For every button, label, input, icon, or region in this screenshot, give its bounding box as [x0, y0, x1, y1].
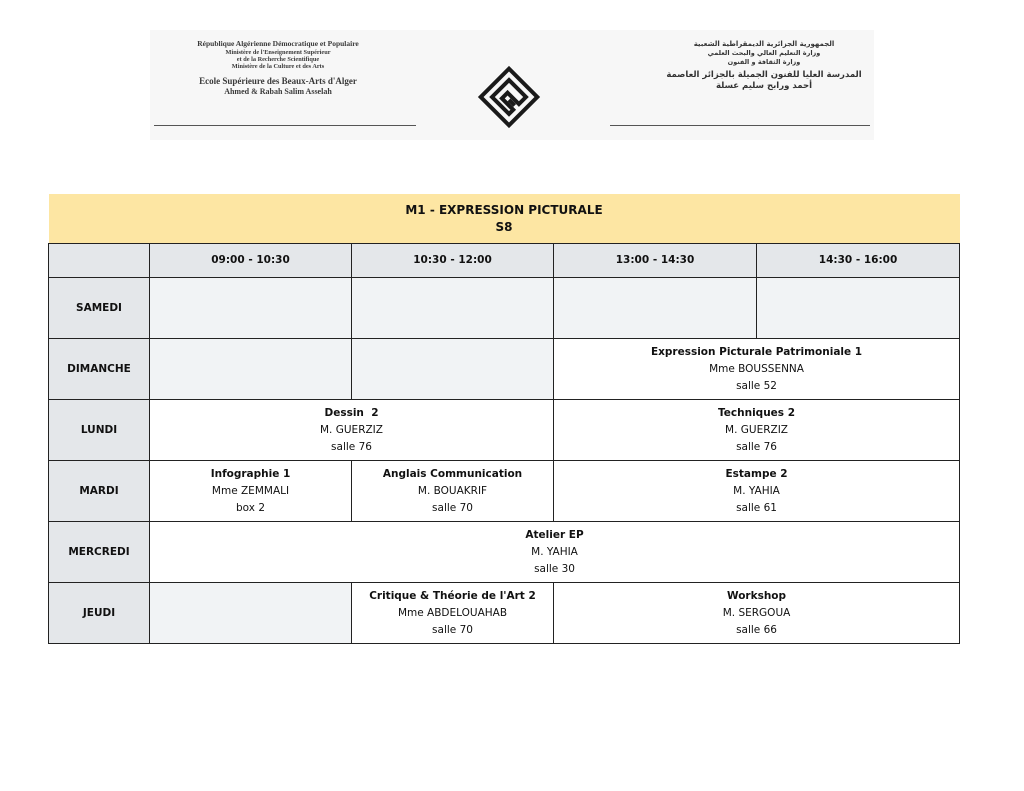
- course-room: box 2: [236, 501, 265, 514]
- course-name: Infographie 1: [210, 467, 291, 480]
- corner-cell: [49, 244, 150, 278]
- course-name: Expression Picturale Patrimoniale 1: [650, 345, 863, 358]
- empty-slot: [352, 339, 554, 400]
- school-name-ar: المدرسة العليا للفنون الجميلة بالجزائر العاصمة: [666, 69, 862, 80]
- course-name: Atelier EP: [525, 528, 584, 541]
- ministry-line: et de la Recherche Scientifique: [236, 55, 320, 63]
- row-mercredi: [49, 522, 960, 583]
- course-cell: [352, 583, 554, 644]
- slot-header: 14:30 - 16:00: [757, 244, 960, 278]
- letterhead-french: [158, 40, 398, 96]
- ministry-line-ar: وزارة الثقافة و الفنون: [727, 57, 801, 66]
- course-teacher: Mme ABDELOUAHAB: [397, 606, 508, 619]
- course-teacher: Mme BOUSSENNA: [709, 362, 804, 375]
- course-room: salle 30: [534, 562, 575, 575]
- republic-line-ar: الجمهورية الجزائرية الديمقراطية الشعبية: [693, 40, 835, 48]
- course-teacher: M. GUERZIZ: [725, 423, 789, 436]
- timetable: [48, 194, 960, 644]
- slot-header: 13:00 - 14:30: [554, 244, 757, 278]
- course-cell: [554, 461, 960, 522]
- course-name: Dessin 2: [324, 406, 379, 419]
- school-logo-icon: [477, 65, 541, 129]
- course-room: salle 66: [736, 623, 777, 636]
- course-room: salle 70: [432, 623, 473, 636]
- school-subname-ar: أحمد ورابح سليم عسلة: [716, 81, 812, 92]
- course-cell: [554, 400, 960, 461]
- title-row: [49, 194, 960, 244]
- row-samedi: [49, 278, 960, 339]
- letterhead-arabic: [664, 40, 864, 92]
- row-mardi: [49, 461, 960, 522]
- empty-slot: [150, 583, 352, 644]
- course-cell: [352, 461, 554, 522]
- header-row: [49, 244, 960, 278]
- course-teacher: M. YAHIA: [733, 484, 780, 497]
- letterhead: [150, 30, 874, 140]
- republic-line: République Algérienne Démocratique et Populaire: [197, 39, 359, 48]
- course-teacher: M. YAHIA: [531, 545, 578, 558]
- letterhead-divider-left: [154, 125, 416, 126]
- timetable-title: [49, 194, 960, 244]
- course-name: Anglais Communication: [382, 467, 523, 480]
- letterhead-divider-right: [610, 125, 870, 126]
- row-dimanche: [49, 339, 960, 400]
- empty-slot: [757, 278, 960, 339]
- course-cell: [554, 583, 960, 644]
- course-teacher: M. GUERZIZ: [320, 423, 383, 436]
- empty-slot: [352, 278, 554, 339]
- day-label: SAMEDI: [49, 278, 150, 339]
- course-room: salle 70: [432, 501, 473, 514]
- day-label: JEUDI: [49, 583, 150, 644]
- course-teacher: Mme ZEMMALI: [211, 484, 290, 497]
- program-title: M1 - EXPRESSION PICTURALE: [405, 202, 603, 217]
- course-teacher: M. SERGOUA: [722, 606, 791, 619]
- row-jeudi: [49, 583, 960, 644]
- course-name: Critique & Théorie de l'Art 2: [369, 589, 536, 602]
- course-teacher: M. BOUAKRIF: [417, 484, 488, 497]
- course-room: salle 76: [331, 440, 372, 453]
- school-subname-fr: Ahmed & Rabah Salim Asselah: [224, 86, 332, 96]
- course-cell: [554, 339, 960, 400]
- course-room: salle 52: [736, 379, 777, 392]
- slot-header: 09:00 - 10:30: [150, 244, 352, 278]
- day-label: DIMANCHE: [49, 339, 150, 400]
- course-cell: [150, 522, 960, 583]
- course-name: Techniques 2: [718, 406, 796, 419]
- course-room: salle 76: [736, 440, 777, 453]
- slot-header: 10:30 - 12:00: [352, 244, 554, 278]
- empty-slot: [150, 339, 352, 400]
- course-name: Workshop: [727, 589, 787, 602]
- day-label: MERCREDI: [49, 522, 150, 583]
- day-label: MARDI: [49, 461, 150, 522]
- course-cell: [150, 400, 554, 461]
- course-cell: [150, 461, 352, 522]
- ministry-line: Ministère de la Culture et des Arts: [231, 63, 325, 71]
- day-label: LUNDI: [49, 400, 150, 461]
- ministry-line-ar: وزارة التعليم العالي والبحث العلمي: [707, 49, 821, 58]
- course-name: Estampe 2: [725, 467, 788, 480]
- school-name-fr: Ecole Supérieure des Beaux-Arts d'Alger: [199, 76, 357, 87]
- row-lundi: [49, 400, 960, 461]
- semester-label: S8: [495, 219, 513, 234]
- course-room: salle 61: [736, 501, 777, 514]
- empty-slot: [150, 278, 352, 339]
- empty-slot: [554, 278, 757, 339]
- ministry-line: Ministère de l'Enseignement Supérieur: [225, 48, 331, 56]
